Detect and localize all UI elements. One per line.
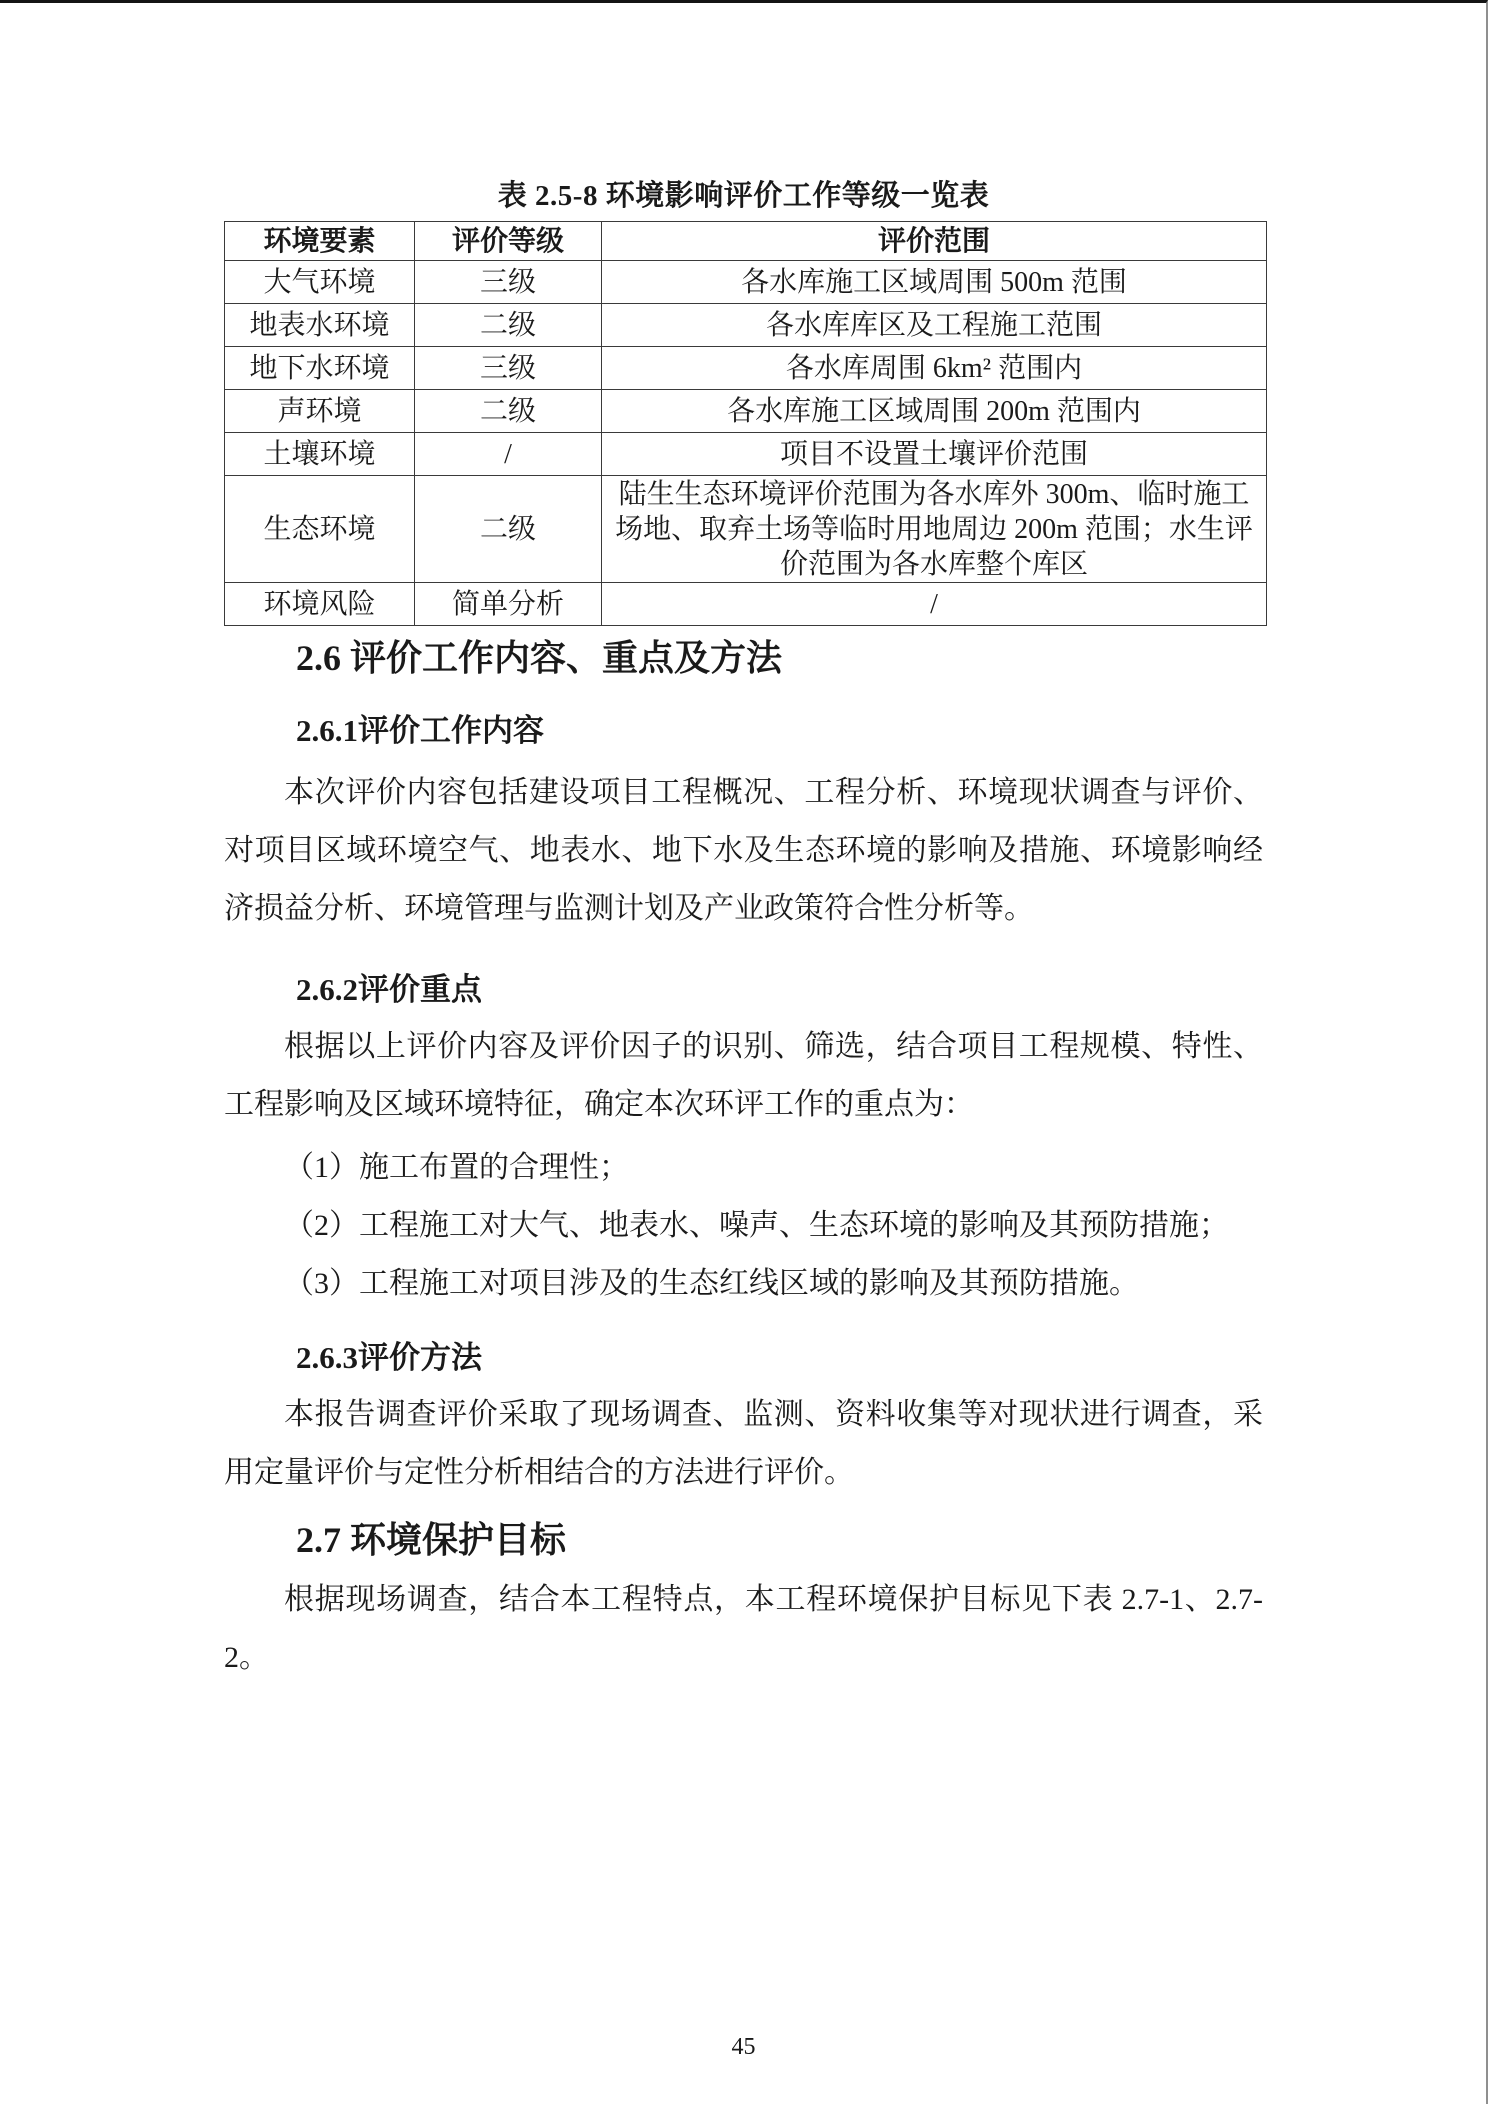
cell-grade: 二级 bbox=[415, 304, 602, 347]
cell-element: 声环境 bbox=[225, 390, 415, 433]
subsection-heading-2-6-1: 2.6.1评价工作内容 bbox=[296, 713, 544, 748]
paragraph-2-7: 根据现场调查，结合本工程特点，本工程环境保护目标见下表 2.7-1、2.7-2。 bbox=[224, 1583, 1263, 1674]
cell-scope: 陆生生态环境评价范围为各水库外 300m、临时施工场地、取弃土场等临时用地周边 200m 范围；水生评价范围为各水库整个库区 bbox=[602, 476, 1267, 583]
col-header-assessment-grade: 评价等级 bbox=[415, 222, 602, 261]
section-heading-2-6: 2.6 评价工作内容、重点及方法 bbox=[296, 638, 783, 678]
table-row bbox=[225, 583, 1267, 626]
table-row bbox=[225, 304, 1267, 347]
list-item: （2）工程施工对大气、地表水、噪声、生态环境的影响及其预防措施； bbox=[284, 1209, 1229, 1242]
cell-element: 生态环境 bbox=[225, 476, 415, 583]
col-header-assessment-scope: 评价范围 bbox=[602, 222, 1267, 261]
cell-grade: 三级 bbox=[415, 347, 602, 390]
section-heading-2-7: 2.7 环境保护目标 bbox=[296, 1520, 567, 1560]
cell-grade: 二级 bbox=[415, 476, 602, 583]
page-content bbox=[0, 179, 1486, 2062]
cell-element: 环境风险 bbox=[225, 583, 415, 626]
subsection-heading-2-6-2: 2.6.2评价重点 bbox=[296, 972, 482, 1007]
cell-element: 大气环境 bbox=[225, 261, 415, 304]
list-item: （1）施工布置的合理性； bbox=[284, 1151, 629, 1184]
cell-grade: 简单分析 bbox=[415, 583, 602, 626]
table-row bbox=[225, 390, 1267, 433]
table-title: 表 2.5-8 环境影响评价工作等级一览表 bbox=[497, 180, 990, 212]
table-row bbox=[225, 347, 1267, 390]
page-number: 45 bbox=[731, 2034, 756, 2060]
cell-grade: / bbox=[415, 433, 602, 476]
cell-scope: 各水库库区及工程施工范围 bbox=[602, 304, 1267, 347]
cell-scope: 各水库施工区域周围 500m 范围 bbox=[602, 261, 1267, 304]
cell-grade: 三级 bbox=[415, 261, 602, 304]
subsection-heading-2-6-3: 2.6.3评价方法 bbox=[296, 1340, 482, 1375]
table-row bbox=[225, 476, 1267, 583]
assessment-grade-table bbox=[224, 221, 1267, 626]
paragraph-2-6-2: 根据以上评价内容及评价因子的识别、筛选，结合项目工程规模、特性、工程影响及区域环境特征，确定本次环评工作的重点为： bbox=[224, 1030, 1263, 1121]
table-row bbox=[225, 261, 1267, 304]
list-item: （3）工程施工对项目涉及的生态红线区域的影响及其预防措施。 bbox=[284, 1267, 1139, 1300]
cell-element: 土壤环境 bbox=[225, 433, 415, 476]
cell-grade: 二级 bbox=[415, 390, 602, 433]
col-header-environment-element: 环境要素 bbox=[225, 222, 415, 261]
cell-scope: 项目不设置土壤评价范围 bbox=[602, 433, 1267, 476]
cell-scope: 各水库周围 6km² 范围内 bbox=[602, 347, 1267, 390]
cell-element: 地下水环境 bbox=[225, 347, 415, 390]
paragraph-2-6-1: 本次评价内容包括建设项目工程概况、工程分析、环境现状调查与评价、对项目区域环境空气、地表水、地下水及生态环境的影响及措施、环境影响经济损益分析、环境管理与监测计划及产业政策符合性分析等。 bbox=[224, 776, 1263, 925]
table-row bbox=[225, 433, 1267, 476]
cell-scope: 各水库施工区域周围 200m 范围内 bbox=[602, 390, 1267, 433]
paragraph-2-6-3: 本报告调查评价采取了现场调查、监测、资料收集等对现状进行调查，采用定量评价与定性分析相结合的方法进行评价。 bbox=[224, 1398, 1263, 1489]
table-header-row bbox=[225, 222, 1267, 261]
cell-element: 地表水环境 bbox=[225, 304, 415, 347]
cell-scope: / bbox=[602, 583, 1267, 626]
